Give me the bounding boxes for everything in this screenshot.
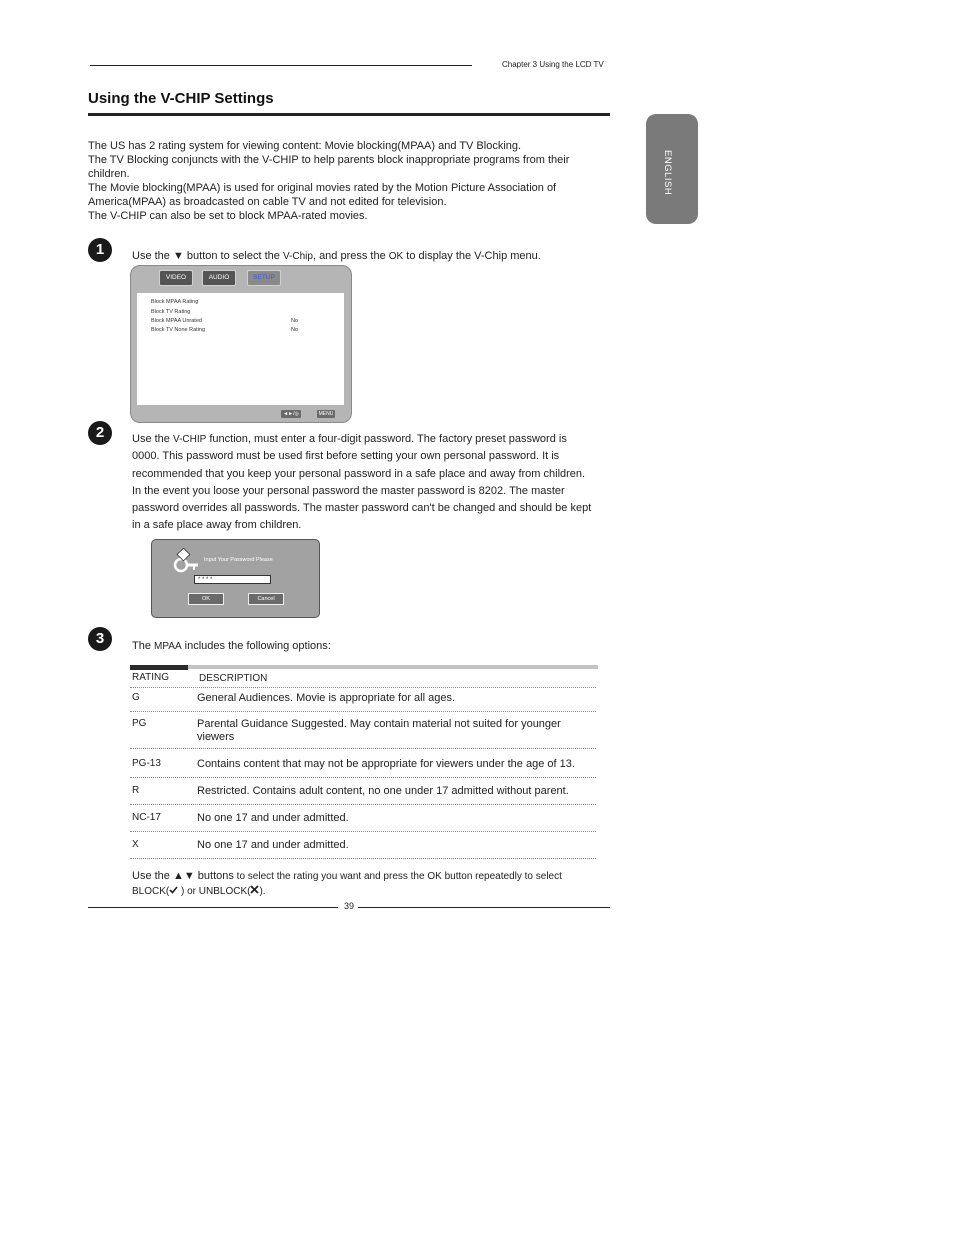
step-1-badge: 1 (88, 238, 112, 262)
rating-description: Contains content that may not be appropriate for viewers under the age of 13. (197, 758, 575, 770)
language-tab-label: ENGLISH (662, 150, 673, 196)
table-row (130, 777, 596, 805)
rating-description: No one 17 and under admitted. (197, 839, 349, 851)
step-2-text: Use the V-CHIP function, must enter a four-digit password. The factory preset password is 0000. This password must be used first before setting your own personal password. It is recommended that you keep your personal password in a safe place and away from children. In the event you loose your personal password the master password is 8202. The master password overrides all passwords. The master password can't be changed and should be kept in a safe place away from children. (132, 433, 592, 532)
table-row (130, 831, 596, 859)
up-down-arrows-icon: ▲▼ (172, 870, 195, 882)
language-tab (646, 114, 698, 224)
intro-paragraph-2: The TV Blocking conjuncts with the V-CHIP to help parents block inappropriate programs from their children. (88, 154, 570, 180)
password-dialog (151, 539, 320, 618)
menu-item-block-mpaa-rating[interactable]: Block MPAA Rating (151, 299, 199, 305)
vchip-menu-screen (130, 265, 352, 423)
table-header (130, 670, 596, 688)
menu-button[interactable]: MENU (318, 411, 334, 417)
rating-code: PG (132, 718, 147, 729)
ok-button[interactable]: OK (188, 593, 224, 605)
tab-audio[interactable]: AUDIO (202, 270, 236, 286)
rating-description: General Audiences. Movie is appropriate for all ages. (197, 692, 456, 704)
rating-code: R (132, 785, 140, 796)
menu-item-block-mpaa-unrated[interactable]: Block MPAA Unrated (151, 318, 202, 324)
table-row (130, 711, 596, 749)
intro-paragraph-1: The US has 2 rating system for viewing content: Movie blocking(MPAA) and TV Blocking. (88, 140, 522, 152)
page-title: Using the V-CHIP Settings (88, 90, 274, 107)
step-3-text: The MPAA includes the following options: (132, 640, 331, 652)
rating-code: NC-17 (132, 812, 161, 823)
footer-note: Use the ▲▼ buttons to select the rating you want and press the OK button repeatedly to select BLOCK( ) or UNBLOCK( ). (132, 870, 562, 897)
header-rating: RATING (132, 672, 170, 683)
footer-rule-left (88, 907, 338, 908)
menu-value-tv-none-rating: No (291, 327, 299, 333)
tab-setup[interactable]: SETUP (247, 270, 281, 286)
menu-item-block-tv-rating[interactable]: Block TV Rating (151, 309, 191, 315)
table-row (130, 687, 596, 712)
rating-code: PG-13 (132, 758, 161, 769)
nav-hint-icon: ◄►/◎ (281, 410, 301, 418)
rating-description: Restricted. Contains adult content, no one under 17 admitted without parent. (197, 785, 569, 797)
rating-description: No one 17 and under admitted. (197, 812, 349, 824)
page-number: 39 (343, 901, 354, 911)
intro-paragraph-4: The V-CHIP can also be set to block MPAA-rated movies. (88, 210, 368, 222)
intro-paragraph-3: The Movie blocking(MPAA) is used for original movies rated by the Motion Picture Association of America(MPAA) as broadcasted on cable TV and not edited for television. (88, 182, 557, 208)
title-rule (88, 113, 610, 116)
step-1-text: Use the ▼ button to select the V-Chip, and press the OK to display the V-Chip menu. (132, 250, 541, 262)
step-2-badge: 2 (88, 421, 112, 445)
footer-rule-right (358, 907, 610, 908)
header-rule (90, 65, 472, 66)
check-icon (169, 886, 178, 894)
header-description: DESCRIPTION (199, 673, 268, 684)
table-row (130, 748, 596, 778)
cancel-button[interactable]: Cancel (248, 593, 284, 605)
menu-item-block-tv-none-rating[interactable]: Block TV None Rating (151, 327, 206, 333)
step-3-badge: 3 (88, 627, 112, 651)
chapter-label: Chapter 3 Using the LCD TV (502, 60, 604, 69)
password-input[interactable]: * * * * (194, 575, 271, 584)
table-row (130, 804, 596, 832)
rating-description: Parental Guidance Suggested. May contain material not suited for younger viewers (197, 718, 561, 743)
rating-code: G (132, 692, 140, 703)
tab-video[interactable]: VIDEO (159, 270, 193, 286)
key-lock-icon (171, 548, 201, 576)
table-top-rule (130, 665, 598, 669)
rating-code: X (132, 839, 139, 850)
down-arrow-icon: ▼ (172, 250, 184, 262)
menu-value-mpaa-unrated: No (291, 318, 299, 324)
menu-panel (137, 293, 344, 405)
password-prompt: Input Your Password Please (204, 557, 273, 563)
